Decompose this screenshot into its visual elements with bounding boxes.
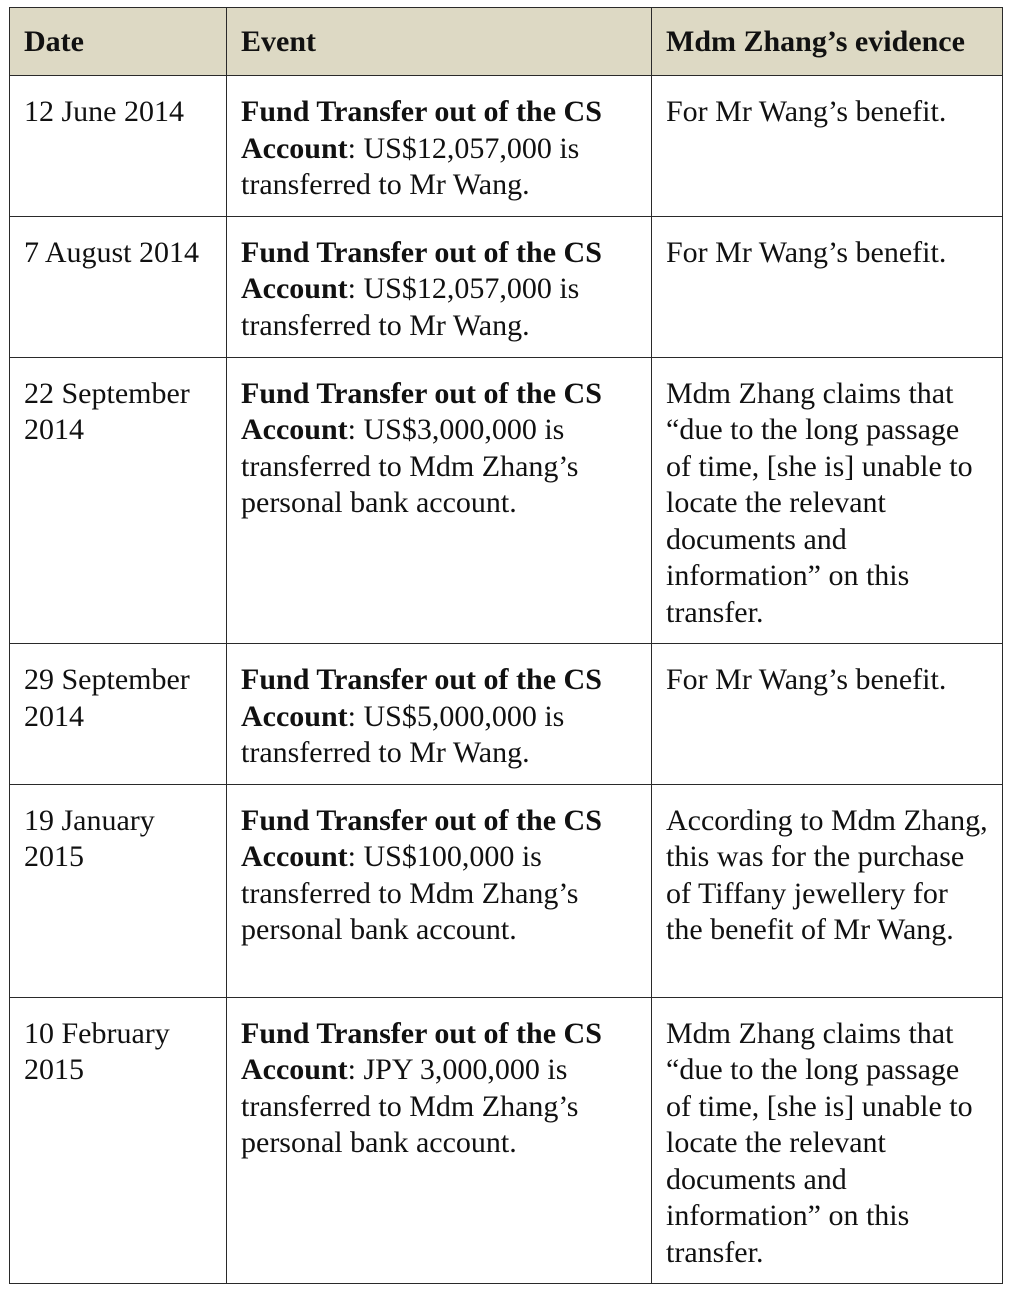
event-cell: [227, 644, 652, 785]
evidence-cell: For Mr Wang’s benefit.: [652, 644, 1003, 785]
evidence-table: [9, 7, 1003, 1284]
event-cell: [227, 76, 652, 217]
header-evidence: Mdm Zhang’s evidence: [652, 8, 1003, 76]
event-cell: [227, 216, 652, 357]
event-cell: [227, 357, 652, 644]
table-row: [10, 216, 1003, 357]
event-title: Fund Transfer out of the CS Account: [241, 663, 602, 733]
table-row: [10, 644, 1003, 785]
evidence-cell: Mdm Zhang claims that “due to the long passage of time, [she is] unable to locate the relevant documents and information” on this transfer.: [652, 357, 1003, 644]
table-row: [10, 997, 1003, 1284]
table-row: [10, 76, 1003, 217]
date-cell: 10 February 2015: [10, 997, 227, 1284]
table-row: [10, 784, 1003, 997]
event-cell: [227, 784, 652, 997]
event-cell: [227, 997, 652, 1284]
event-title: Fund Transfer out of the CS Account: [241, 95, 602, 165]
evidence-cell: According to Mdm Zhang, this was for the purchase of Tiffany jewellery for the benefit of Mr Wang.: [652, 784, 1003, 997]
evidence-cell: For Mr Wang’s benefit.: [652, 76, 1003, 217]
date-cell: 19 January 2015: [10, 784, 227, 997]
event-detail: : US$3,000,000 is transferred to Mdm Zhang’s personal bank account.: [241, 413, 579, 519]
date-cell: 7 August 2014: [10, 216, 227, 357]
event-detail: : JPY 3,000,000 is transferred to Mdm Zhang’s personal bank account.: [241, 1053, 579, 1159]
event-title: Fund Transfer out of the CS Account: [241, 1016, 602, 1086]
event-detail: : US$100,000 is transferred to Mdm Zhang’s personal bank account.: [241, 840, 579, 946]
event-detail: : US$12,057,000 is transferred to Mr Wang.: [241, 131, 580, 201]
date-cell: 29 September 2014: [10, 644, 227, 785]
date-cell: 22 September 2014: [10, 357, 227, 644]
event-title: Fund Transfer out of the CS Account: [241, 235, 602, 305]
header-date: Date: [10, 8, 227, 76]
event-title: Fund Transfer out of the CS Account: [241, 803, 602, 873]
event-detail: : US$5,000,000 is transferred to Mr Wang.: [241, 699, 565, 769]
evidence-cell: For Mr Wang’s benefit.: [652, 216, 1003, 357]
evidence-cell: Mdm Zhang claims that “due to the long passage of time, [she is] unable to locate the relevant documents and information” on this transfer.: [652, 997, 1003, 1284]
event-title: Fund Transfer out of the CS Account: [241, 376, 602, 446]
date-cell: 12 June 2014: [10, 76, 227, 217]
table-header-row: [10, 8, 1003, 76]
table-row: [10, 357, 1003, 644]
event-detail: : US$12,057,000 is transferred to Mr Wang.: [241, 272, 580, 342]
header-event: Event: [227, 8, 652, 76]
